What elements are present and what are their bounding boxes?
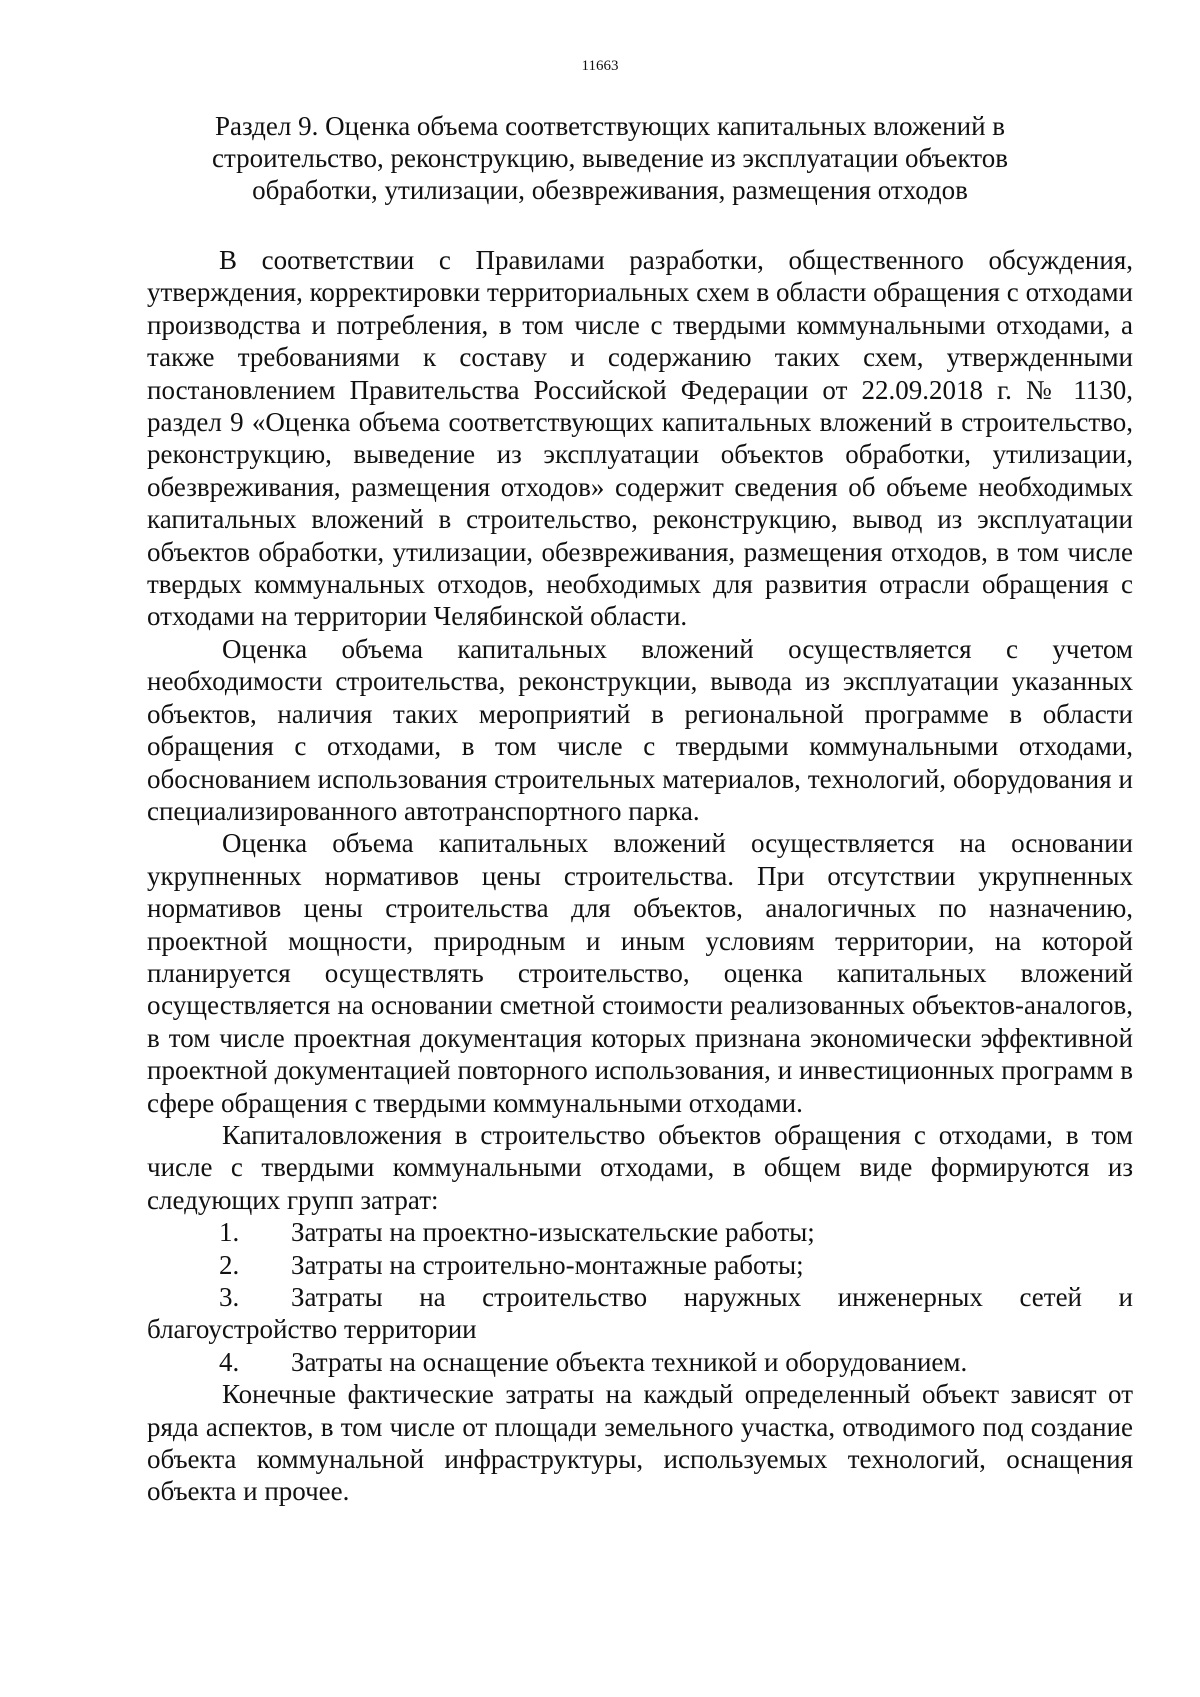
paragraph-assessment-basis: Оценка объема капитальных вложений осуществляется с учетом необходимости строительства, реконструкции, вывода из эксплуатации указанных объектов, наличия таких мероприятий в региональной программе в области обращения с отходами, в том числе с твердыми коммунальными отходами, обоснованием использования строительных материалов, технологий, оборудования и специализированного автотранспортного парка. [147,633,1133,826]
list-item-number: 2. [219,1249,240,1280]
paragraph-intro: В соответствии с Правилами разработки, общественного обсуждения, утверждения, корректировки территориальных схем в области обращения с отходами производства и потребления, в том числе с твердыми коммунальными отходами, а также требованиями к составу и содержанию таких схем, утвержденными постановлением Правительства Российской Федерации от 22.09.2018 г. № 1130, раздел 9 «Оценка объема соответствующих капитальных вложений в строительство, реконструкцию, выведение из эксплуатации объектов обработки, утилизации, обезвреживания, размещения отходов» содержит сведения об объеме необходимых капитальных вложений в строительство, реконструкцию, вывод из эксплуатации объектов обработки, утилизации, обезвреживания, размещения отходов, в том числе твердых коммунальных отходов, необходимых для развития отрасли обращения с отходами на территории Челябинской области. [147,245,1133,632]
list-item-number: 4. [219,1346,240,1377]
list-item-number: 1. [219,1217,240,1248]
section-title-line: обработки, утилизации, обезвреживания, размещения отходов [252,175,968,205]
section-title [180,110,1040,206]
section-title-line: строительство, реконструкцию, выведение из эксплуатации объектов [212,143,1008,173]
paragraph-cost-groups: Капиталовложения в строительство объектов обращения с отходами, в том числе с твердыми коммунальными отходами, в общем виде формируются из следующих групп затрат: [147,1119,1133,1215]
list-item [147,1216,1133,1248]
page-number: 11663 [581,58,619,74]
list-item-text: Затраты на оснащение объекта техникой и оборудованием. [291,1346,968,1377]
document-body [147,244,1133,1508]
list-item-number: 3. [219,1282,240,1312]
list-item-text: Затраты на строительство наружных инженерных сетей и благоустройство территории [147,1282,1133,1345]
list-item [147,1249,1133,1281]
list-item-text: Затраты на проектно-изыскательские работы; [291,1217,815,1248]
list-item-text: Затраты на строительно-монтажные работы; [291,1249,804,1280]
list-item [147,1281,1133,1346]
paragraph-standards: Оценка объема капитальных вложений осуществляется на основании укрупненных нормативов цены строительства. При отсутствии укрупненных нормативов цены строительства для объектов, аналогичных по назначению, проектной мощности, природным и иным условиям территории, на которой планируется осуществлять строительство, оценка капитальных вложений осуществляется на основании сметной стоимости реализованных объектов-аналогов, в том числе проектная документация которых признана экономически эффективной проектной документацией повторного использования, и инвестиционных программ в сфере обращения с твердыми коммунальными отходами. [147,828,1133,1118]
section-title-line: Раздел 9. Оценка объема соответствующих капитальных вложений в [214,111,1006,141]
paragraph-closing: Конечные фактические затраты на каждый определенный объект зависят от ряда аспектов, в том числе от площади земельного участка, отводимого под создание объекта коммунальной инфраструктуры, используемых технологий, оснащения объекта и прочее. [147,1379,1133,1507]
list-item [147,1346,1133,1378]
